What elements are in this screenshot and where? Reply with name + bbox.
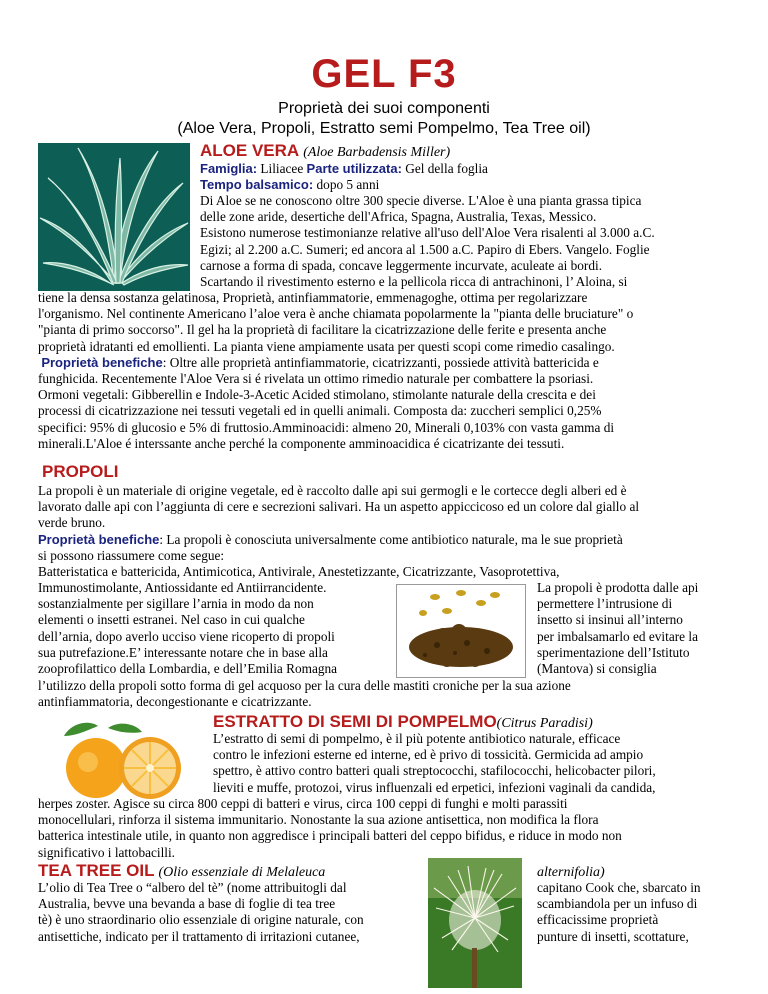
propoli-benefiche-line: [38, 532, 639, 548]
tempo-balsamico-value: dopo 5 anni: [316, 177, 380, 192]
text-line: minerali.L'Aloe é interssante anche perché la componente amminoacidica é cicatrizante dei tessuti.: [38, 435, 565, 451]
text-line: delle zone aride, desertiche dell'Africa, Spagna, Australia, Texas, Messico.: [200, 209, 597, 225]
propoli-right-column: [537, 580, 698, 677]
propoli-left-column: [38, 580, 337, 677]
grapefruit-image: [38, 718, 200, 802]
document-subtitle: Proprietà dei suoi componenti: [278, 100, 490, 117]
famiglia-label: Famiglia:: [200, 161, 258, 176]
text-line: "pianta di primo soccorso". Il gel ha la proprietà di facilitare la cicatrizzazione delle ferite e presenta anche: [38, 322, 607, 338]
text-line: capitano Cook che, sbarcato in: [537, 880, 701, 895]
text-line: si possono riassumere come segue:: [38, 547, 225, 563]
pompelmo-heading: [213, 712, 593, 732]
text-line: Egizi; al 2.200 a.C. Sumeri; ed ancora al 1.500 a.C. Papiro di Ebers. Vangelo. Foglie: [200, 241, 650, 257]
text-line: antinfiammatoria, decongestionante e cicatrizzante.: [38, 694, 312, 710]
tea-tree-right-column: [537, 880, 701, 945]
aloe-properties-paragraph: [38, 290, 633, 452]
text-line: efficacissime proprietà: [537, 912, 659, 928]
text-line: Scartando il rivestimento esterno e la pellicola ricca di antrachinoni, l’ Aloina, si: [200, 274, 628, 290]
text-line: significativo i lattobacilli.: [38, 844, 176, 860]
text-line: herpes zoster. Agisce su circa 800 ceppi di batteri e virus, circa 100 ceppi di funghi e molti parassiti: [38, 796, 568, 811]
aloe-benefiche-text: : Oltre alle proprietà antinfiammatorie, cicatrizzanti, possiede attività battericida e: [162, 354, 599, 370]
text-line: La propoli è prodotta dalle api: [537, 580, 699, 595]
text-line: scambiandola per un infuso di: [537, 896, 698, 912]
proprieta-benefiche-label: Proprietà benefiche: [38, 531, 160, 547]
text-line: monocellulari, rinforza il sistema immunitario. Nonostante la sua azione antisettica, non modifica la flora: [38, 812, 599, 828]
parte-utilizzata-label: Parte utilizzata:: [306, 161, 402, 176]
aloe-vera-image: [38, 143, 190, 291]
aloe-famiglia-row: [200, 161, 488, 177]
text-line: sua putrefazione.E’ interessante notare che in base alla: [38, 644, 328, 660]
tea-tree-latin-name: (Olio essenziale di Melaleuca: [158, 865, 326, 880]
text-line: La propoli è un materiale di origine vegetale, ed è raccolto dalle api sui germogli e le cortecce degli alberi ed è: [38, 483, 627, 498]
document-title: GEL F3: [311, 52, 457, 96]
text-line: Esistono numerose testimonianze relative all'uso dell'Aloe Vera risalenti al 3.000 a.C.: [200, 225, 655, 241]
text-line: funghicida. Recentemente l'Aloe Vera si é rivelata un ottimo rimedio naturale per combattere la psoriasi.: [38, 371, 594, 387]
text-line: per imbalsamarlo ed evitare la: [537, 628, 698, 644]
text-line: zooprofilattico della Lombardia, e dell’Emilia Romagna: [38, 661, 338, 677]
text-line: antisettiche, indicato per il trattamento di irritazioni cutanee,: [38, 928, 360, 944]
text-line: Di Aloe se ne conoscono oltre 300 specie diverse. L'Aloe è una pianta grassa tipica: [200, 193, 642, 208]
text-line: tiene la densa sostanza gelatinosa, Proprietà, antinfiammatorie, emmenagoghe, ottima per regolarizzare: [38, 290, 588, 305]
aloe-benefiche-line: [38, 355, 633, 371]
aloe-tempo-row: [200, 177, 379, 193]
text-line: sperimentazione dell’Istituto: [537, 644, 690, 660]
text-line: proprietà idratanti ed emollienti. La pianta viene ampiamente usata per questi scopi come rimedio casalingo.: [38, 338, 615, 354]
tea-tree-heading: [38, 861, 325, 881]
tea-tree-flower-image: [428, 858, 522, 988]
text-line: lavorato dalle api con l’aggiunta di cere e secrezioni salivari. Ha un aspetto appiccicoso ed un colore dal giallo al: [38, 499, 640, 515]
text-line: contro le infezioni esterne ed interne, ed è privo di tossicità. Germicida ad ampio: [213, 747, 644, 763]
text-line: processi di cicatrizzazione nei tessuti vegetali ed in quelli animali. Composta da: zuccheri semplici 0,25%: [38, 403, 602, 419]
propoli-tail-paragraph: [38, 678, 571, 710]
text-line: Ormoni vegetali: Gibberellin e Indole-3-Acetic Acided stimolano, stimolante naturale della crescita e dei: [38, 387, 596, 403]
text-line: tè) è uno straordinario olio essenziale di origine naturale, con: [38, 912, 364, 928]
text-line: elementi o insetti estranei. Nel caso in cui qualche: [38, 612, 305, 628]
aloe-vera-heading: [200, 141, 450, 161]
text-line: l’utilizzo della propoli sotto forma di gel acquoso per la cura delle mastiti croniche per la sua azione: [38, 678, 571, 693]
pompelmo-intro-paragraph: [213, 731, 656, 796]
pompelmo-latin-name: (Citrus Paradisi): [496, 716, 593, 731]
aloe-intro-paragraph: [200, 193, 655, 290]
text-line: carnose a forma di spada, concave leggermente incurvate, aculeate ai bordi.: [200, 257, 603, 273]
text-line: verde bruno.: [38, 515, 106, 531]
document-subtitle-components: (Aloe Vera, Propoli, Estratto semi Pompelmo, Tea Tree oil): [177, 120, 591, 137]
text-line: L’olio di Tea Tree o “albero del tè” (nome attribuitogli dal: [38, 880, 347, 895]
tea-tree-heading-text: TEA TREE OIL: [38, 861, 155, 880]
tea-tree-left-column: [38, 880, 364, 945]
propoli-intro-paragraph: [38, 483, 639, 580]
aloe-vera-latin-name: (Aloe Barbadensis Miller): [303, 145, 451, 160]
pompelmo-body-paragraph: [38, 796, 622, 861]
tempo-balsamico-label: Tempo balsamico:: [200, 177, 314, 192]
text-line: punture di insetti, scottature,: [537, 928, 689, 944]
aloe-vera-heading-text: ALOE VERA: [200, 141, 300, 160]
tea-tree-latin-name-end: alternifolia): [537, 865, 605, 880]
text-line: batterica intestinale utile, in quanto non aggredisce i principali batteri del ceppo bifidus, e riduce in modo non: [38, 828, 622, 844]
text-line: l'organismo. Nel continente Americano l’aloe vera è anche chiamata popolarmente la "pianta delle bruciature" o: [38, 306, 634, 322]
parte-utilizzata-value: Gel della foglia: [405, 161, 488, 176]
text-line: Immunostimolante, Antiossidante ed Antiirrancidente.: [38, 580, 327, 595]
text-line: Australia, bevve una bevanda a base di foglie di tea tree: [38, 896, 336, 912]
text-line: insetto si insinui all’interno: [537, 612, 683, 628]
propoli-benefiche-text: : La propoli è conosciuta universalmente come antibiotico naturale, ma le sue proprietà: [159, 531, 623, 547]
text-line: dell’arnia, dopo averlo ucciso viene ricoperto di propoli: [38, 628, 335, 644]
text-line: (Mantova) si consiglia: [537, 661, 657, 677]
proprieta-benefiche-label: Proprietà benefiche: [41, 354, 163, 370]
text-line: sostanzialmente per sigillare l’arnia in modo da non: [38, 596, 314, 612]
text-line: L’estratto di semi di pompelmo, è il più potente antibiotico naturale, efficace: [213, 731, 621, 746]
pompelmo-heading-text: ESTRATTO DI SEMI DI POMPELMO: [213, 712, 497, 731]
text-line: lieviti e muffe, protozoi, virus influenzali ed erpetici, infezioni vaginali da candida,: [213, 779, 656, 795]
text-line: Batteristatica e battericida, Antimicotica, Antivirale, Anestetizzante, Cicatrizzante, Vasoprotettiva,: [38, 564, 560, 580]
text-line: specifici: 95% di glucosio e 5% di fruttosio.Amminoacidi: almeno 20, Minerali 0,103% con vasta gamma di: [38, 419, 615, 435]
text-line: permettere l’intrusione di: [537, 596, 673, 612]
propoli-image: [396, 584, 526, 678]
text-line: spettro, è attivo contro batteri quali streptococchi, stafilococchi, helicobacter pilori,: [213, 763, 656, 779]
propoli-heading: PROPOLI: [42, 462, 119, 481]
famiglia-value: Liliacee: [260, 161, 304, 176]
tea-tree-latin-name-cont: [537, 863, 605, 881]
